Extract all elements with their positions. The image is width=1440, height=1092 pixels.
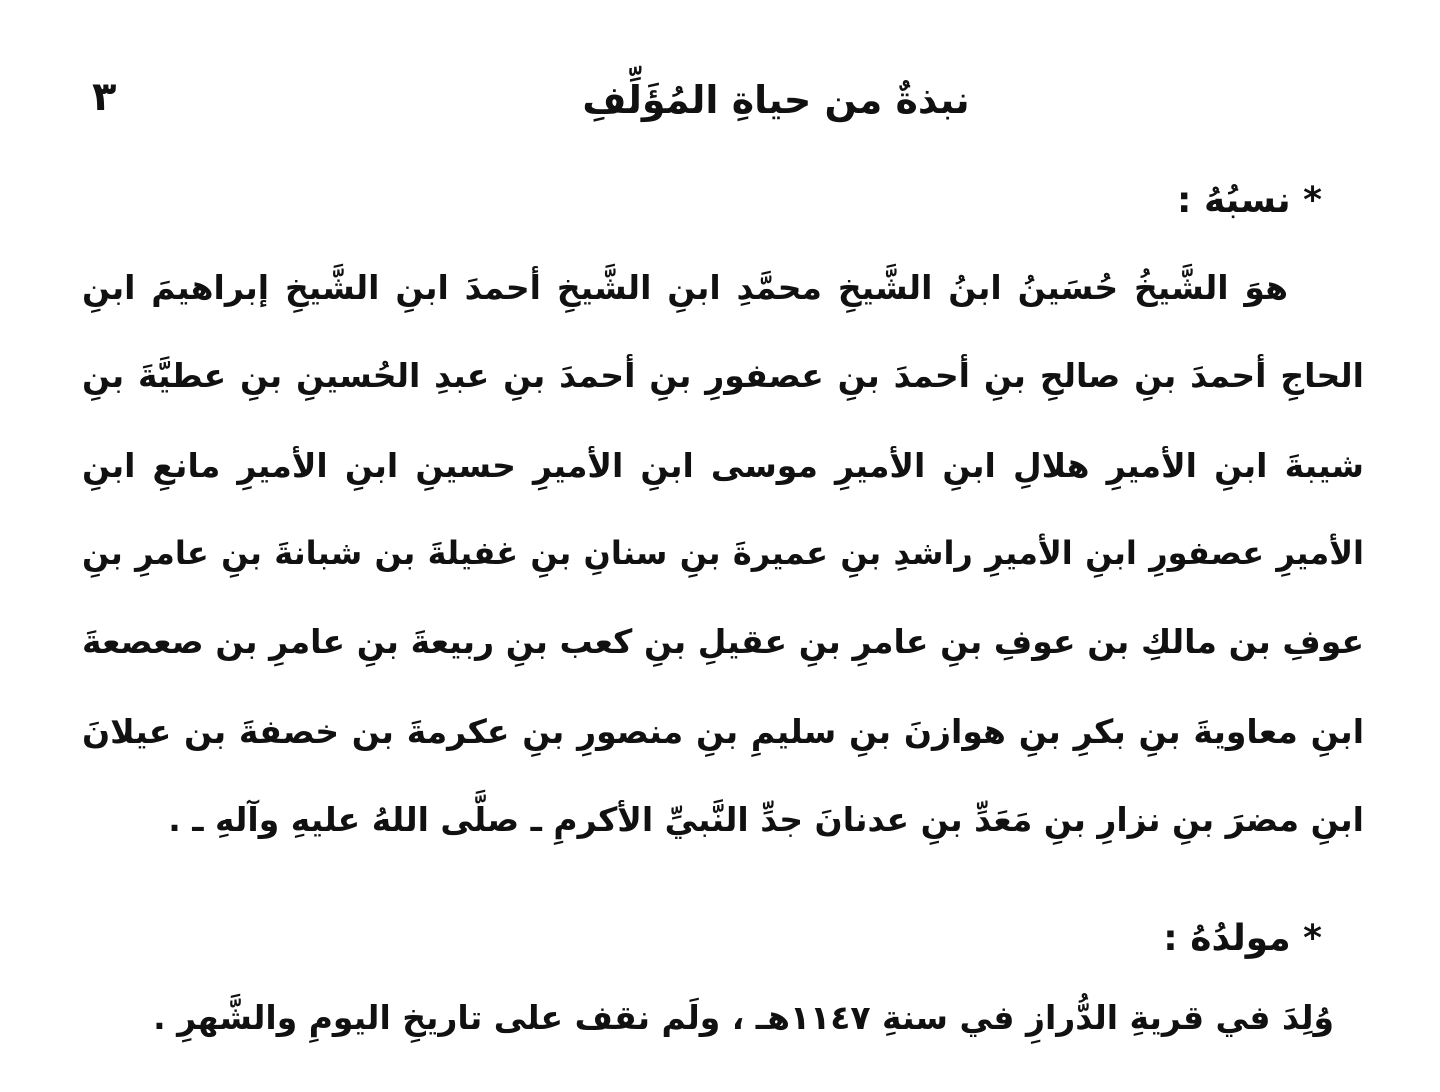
- birth-text: وُلِدَ في قريةِ الدُّرازِ في سنةِ ١١٤٧هـ ، ولَم نقف على تاريخِ اليومِ والشَّهرِ .: [153, 998, 1334, 1037]
- lineage-line-6: ابنِ معاويةَ بنِ بكرِ بنِ هوازنَ بنِ سليمِ بنِ منصورِ بنِ عكرمةَ بن خصفةَ بن عيلانَ: [82, 712, 1364, 751]
- lineage-line-1: هوَ الشَّيخُ حُسَينُ ابنُ الشَّيخِ محمَّدِ ابنِ الشَّيخِ أحمدَ ابنِ الشَّيخِ إبراهيمَ ابنِ: [82, 268, 1288, 307]
- lineage-line-3: شيبةَ ابنِ الأميرِ هلالِ ابنِ الأميرِ موسى ابنِ الأميرِ حسينِ ابنِ الأميرِ مانعِ ابنِ: [82, 446, 1364, 485]
- lineage-line-5: عوفِ بن مالكِ بن عوفِ بنِ عامرِ بنِ عقيلِ بنِ كعب بنِ ربيعةَ بنِ عامرِ بن صعصعةَ: [82, 622, 1364, 661]
- birth-heading: * مولدُهُ :: [1163, 918, 1322, 959]
- page-number: ٣: [92, 74, 117, 120]
- lineage-heading: * نسبُهُ :: [1177, 180, 1322, 221]
- running-title: [0, 78, 1440, 122]
- running-title-text: نبذةٌ من حياةِ المُؤَلِّفِ: [582, 78, 970, 122]
- lineage-line-2: الحاجِ أحمدَ بنِ صالحِ بنِ أحمدَ بنِ عصفورِ بنِ أحمدَ بنِ عبدِ الحُسينِ بنِ عطيَّةَ بنِ: [82, 356, 1364, 395]
- lineage-line-7: ابنِ مضرَ بنِ نزارِ بنِ مَعَدِّ بنِ عدنانَ جدِّ النَّبيِّ الأكرمِ ـ صلَّى اللهُ عليهِ وآلهِ ـ .: [168, 800, 1364, 839]
- lineage-line-4: الأميرِ عصفورِ ابنِ الأميرِ راشدِ بنِ عميرةَ بنِ سنانِ بنِ غفيلةَ بن شبانةَ بنِ عامرِ بنِ: [82, 534, 1364, 572]
